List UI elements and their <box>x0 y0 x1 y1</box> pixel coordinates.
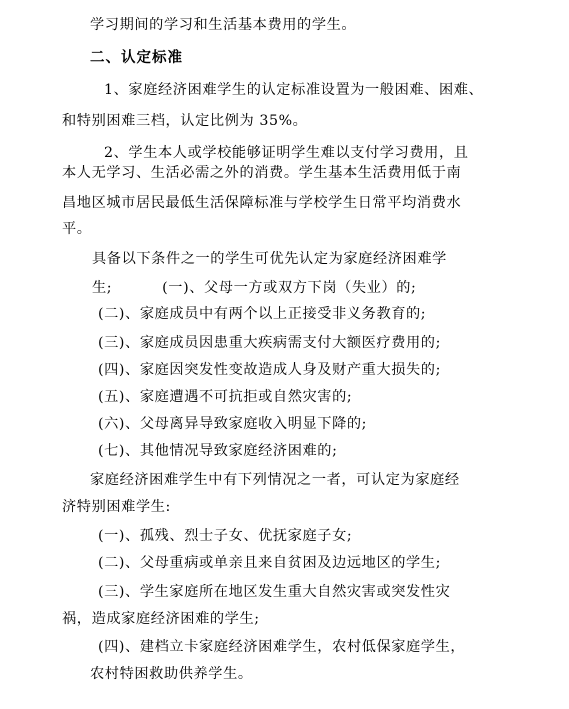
text-line: 济特别困难学生: <box>62 499 171 515</box>
text-line: 和特别困难三档，认定比例为 35%。 <box>62 113 308 129</box>
list-item: (一)、父母一方或双方下岗（失业）的; <box>162 280 417 296</box>
text-line: 具备以下条件之一的学生可优先认定为家庭经济困难学 <box>92 251 447 267</box>
text-line: 农村特困救助供养学生。 <box>90 666 253 682</box>
list-item: (四)、家庭因突发性变故造成人身及财产重大损失的; <box>98 362 441 378</box>
text-line: 昌地区城市居民最低生活保障标准与学校学生日常平均消费水 <box>62 195 462 211</box>
list-item: (三)、家庭成员因患重大疾病需支付大额医疗费用的; <box>98 335 441 351</box>
list-item: (二)、父母重病或单亲且来自贫困及边远地区的学生; <box>98 555 441 571</box>
text-fragment: 生; <box>92 280 113 296</box>
list-item: (四)、建档立卡家庭经济困难学生，农村低保家庭学生， <box>98 639 466 655</box>
list-item: (二)、家庭成员中有两个以上正接受非义务教育的; <box>98 306 427 322</box>
list-item: (五)、家庭遭遇不可抗拒或自然灾害的; <box>98 389 353 405</box>
list-item: (七)、其他情况导致家庭经济困难的; <box>98 443 338 459</box>
text-line: 2、学生本人或学校能够证明学生难以支付学习费用，且 <box>104 145 469 161</box>
text-line: 祸，造成家庭经济困难的学生; <box>62 611 260 627</box>
text-line: 平。 <box>62 221 92 237</box>
text-line: 1、家庭经济困难学生的认定标准设置为一般困难、困难、 <box>104 82 484 98</box>
text-line <box>92 278 416 298</box>
list-item: (三)、学生家庭所在地区发生重大自然灾害或突发性灾 <box>98 584 451 600</box>
list-item: (六)、父母离异导致家庭收入明显下降的; <box>98 416 368 432</box>
text-line: 学习期间的学习和生活基本费用的学生。 <box>90 17 357 33</box>
list-item: (一)、孤残、烈士子女、优抚家庭子女; <box>98 528 353 544</box>
section-heading: 二、认定标准 <box>90 50 183 66</box>
text-line: 家庭经济困难学生中有下列情况之一者，可认定为家庭经 <box>90 472 460 488</box>
text-line: 本人无学习、生活必需之外的消费。学生基本生活费用低于南 <box>62 165 462 181</box>
